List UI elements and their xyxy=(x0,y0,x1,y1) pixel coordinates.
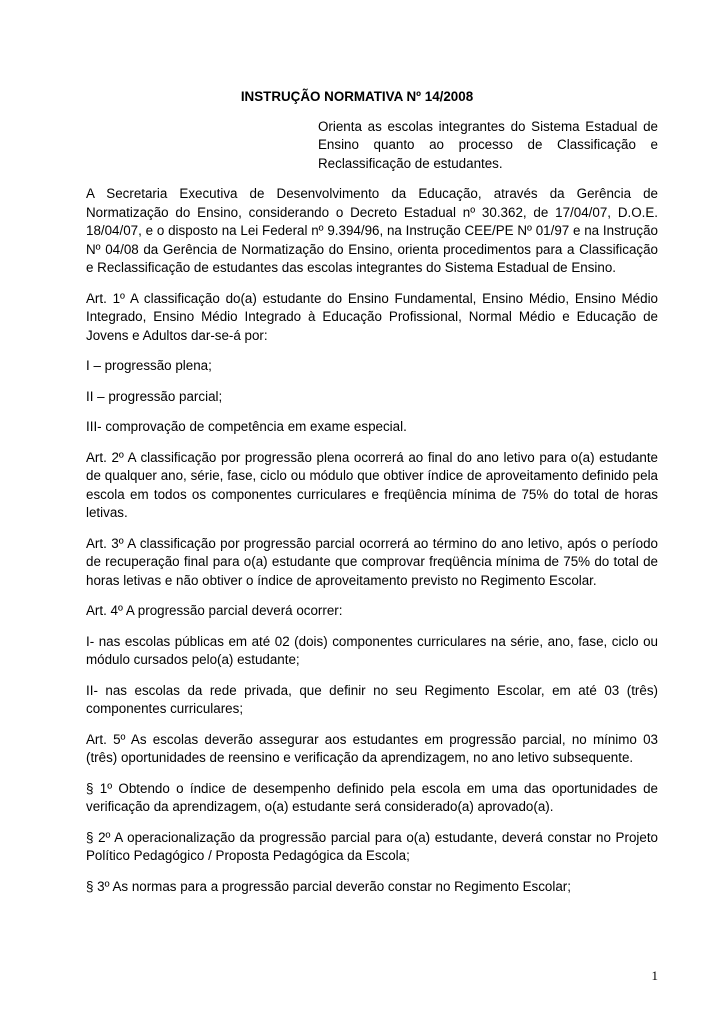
article-5-paragraph-1: § 1º Obtendo o índice de desempenho definido pela escola em uma das oportunidades de verificação da aprendizagem, o(a) estudante será considerado(a) aprovado(a). xyxy=(86,780,658,814)
document-title: INSTRUÇÃO NORMATIVA Nº 14/2008 xyxy=(240,89,474,104)
document-summary: Orienta as escolas integrantes do Sistema Estadual de Ensino quanto ao processo de Classificação e Reclassificação de estudantes. xyxy=(318,118,658,171)
article-5-paragraph-3: § 3º As normas para a progressão parcial deverão constar no Regimento Escolar; xyxy=(86,878,571,894)
article-5: Art. 5º As escolas deverão assegurar aos estudantes em progressão parcial, no mínimo 03 (três) oportunidades de reensino e verificação da aprendizagem, no ano letivo subsequente. xyxy=(86,731,658,765)
page-number: 1 xyxy=(651,968,658,983)
preamble-paragraph: A Secretaria Executiva de Desenvolvimento da Educação, através da Gerência de Normatização do Ensino, considerando o Decreto Estadual nº 30.362, de 17/04/07, D.O.E. 18/04/07, e o disposto na Lei Federal nº 9.394/96, na Instrução CEE/PE Nº 01/97 e na Instrução Nº 04/08 da Gerência de Normatização do Ensino, orienta procedimentos para a Classificação e Reclassificação de estudantes das escolas integrantes do Sistema Estadual de Ensino. xyxy=(86,186,658,275)
article-1-item-iii: III- comprovação de competência em exame especial. xyxy=(86,419,407,434)
article-3: Art. 3º A classificação por progressão parcial ocorrerá ao término do ano letivo, após o período de recuperação final para o(a) estudante que comprovar freqüência mínima de 75% do total de horas letivas e não obtiver o índice de aproveitamento previsto no Regimento Escolar. xyxy=(86,535,658,588)
article-4-item-i: I- nas escolas públicas em até 02 (dois) componentes curriculares na série, ano, fase, ciclo ou módulo cursados pelo(a) estudante; xyxy=(86,633,658,667)
article-2: Art. 2º A classificação por progressão plena ocorrerá ao final do ano letivo para o(a) estudante de qualquer ano, série, fase, ciclo ou módulo que obtiver índice de aproveitamento definido pela escola em todos os componentes curriculares e freqüência mínima de 75% do total de horas letivas. xyxy=(86,449,658,520)
article-1-item-i: I – progressão plena; xyxy=(86,358,212,373)
document-page xyxy=(86,88,658,908)
article-1: Art. 1º A classificação do(a) estudante do Ensino Fundamental, Ensino Médio, Ensino Médio Integrado, Ensino Médio Integrado à Educação Profissional, Normal Médio e Educação de Jovens e Adultos dar-se-á por: xyxy=(86,290,658,343)
article-1-item-ii: II – progressão parcial; xyxy=(86,388,223,404)
article-4-item-ii: II- nas escolas da rede privada, que definir no seu Regimento Escolar, em até 03 (três) componentes curriculares; xyxy=(86,682,658,716)
article-4: Art. 4º A progressão parcial deverá ocorrer: xyxy=(86,603,343,618)
article-5-paragraph-2: § 2º A operacionalização da progressão parcial para o(a) estudante, deverá constar no Projeto Político Pedagógico / Proposta Pedagógica da Escola; xyxy=(86,829,658,863)
